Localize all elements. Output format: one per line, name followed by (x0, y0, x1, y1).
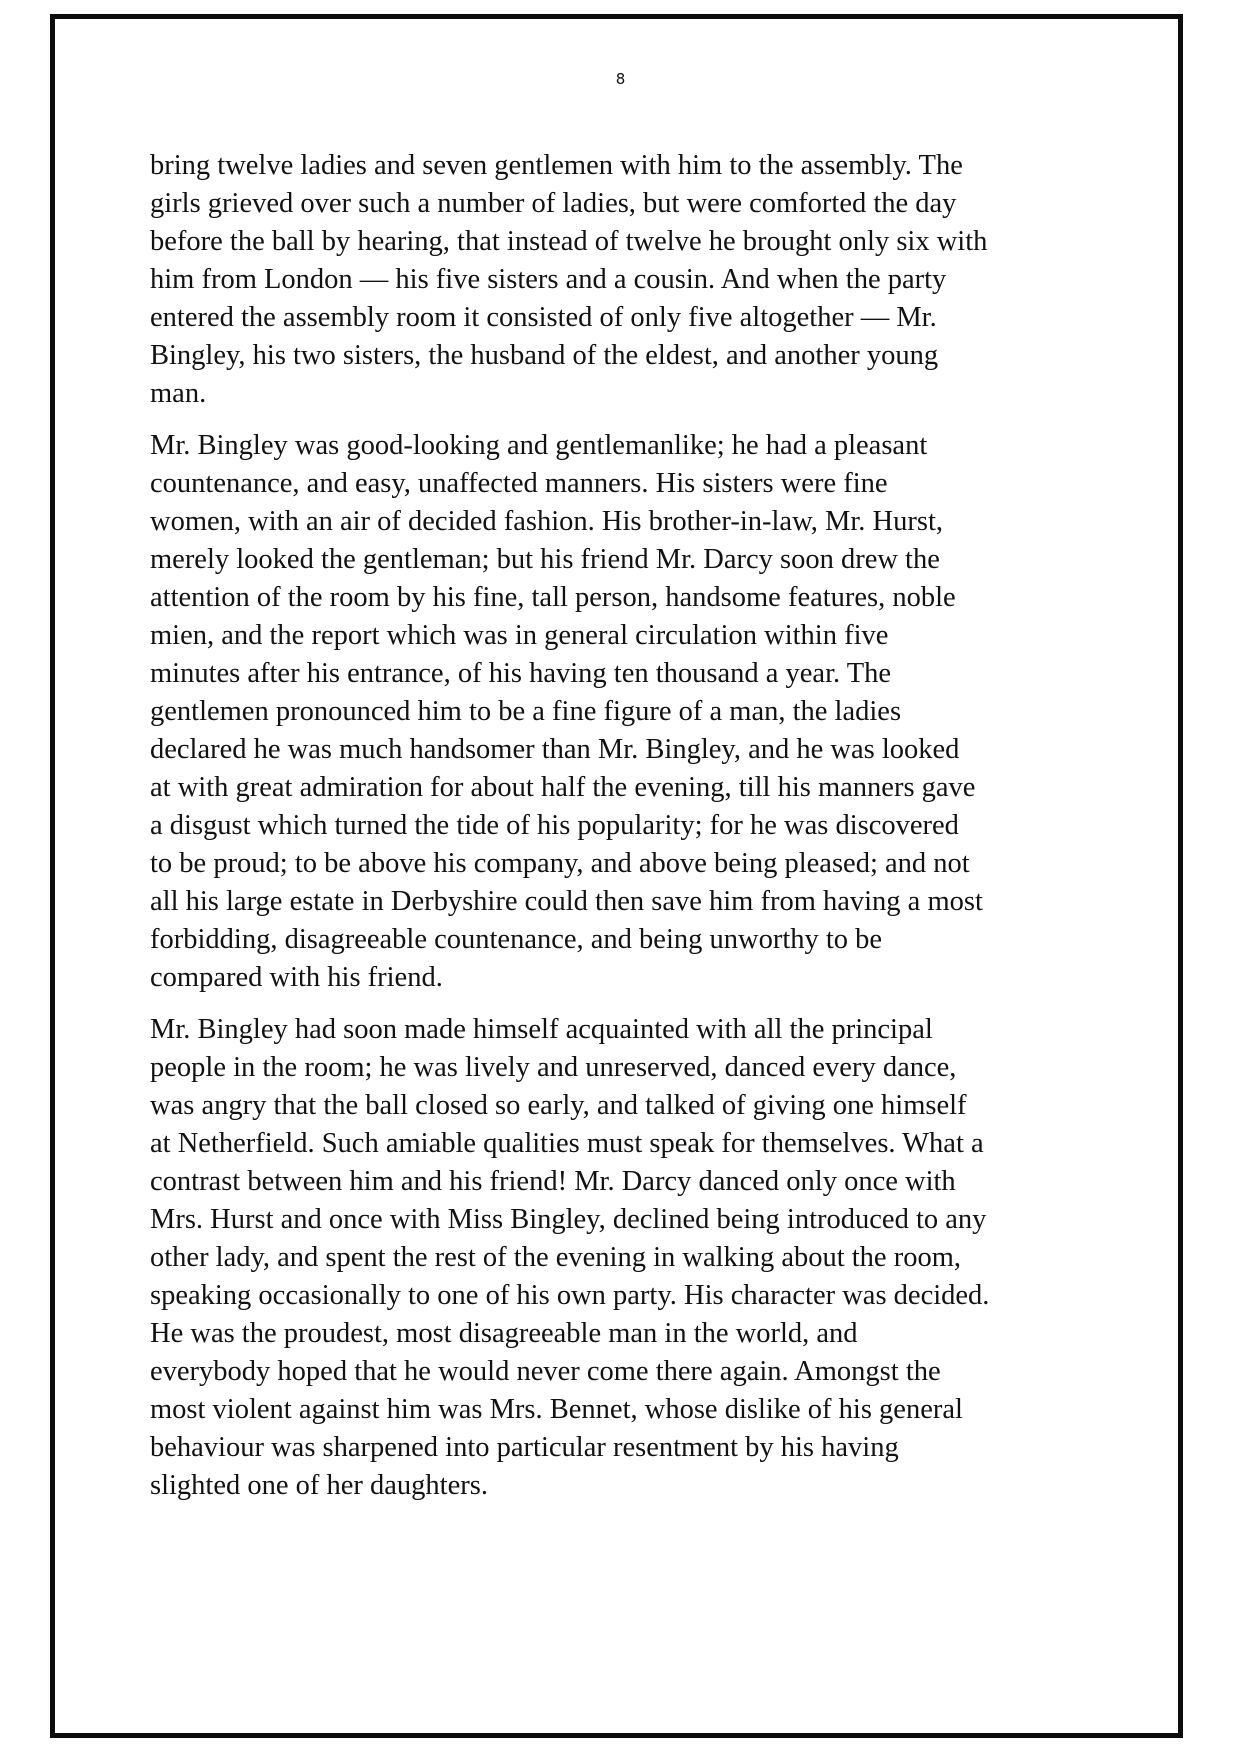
text-line: him from London — his five sisters and a cousin. And when the party (150, 264, 947, 295)
text-line: merely looked the gentleman; but his friend Mr. Darcy soon drew the (150, 544, 940, 575)
text-line: man. (150, 378, 207, 409)
text-line: minutes after his entrance, of his having ten thousand a year. The (150, 658, 892, 689)
text-line: entered the assembly room it consisted of only five altogether — Mr. (150, 302, 937, 333)
text-line: to be proud; to be above his company, and above being pleased; and not (150, 848, 970, 879)
text-line: Mrs. Hurst and once with Miss Bingley, declined being introduced to any (150, 1204, 987, 1235)
text-line: declared he was much handsomer than Mr. Bingley, and he was looked (150, 734, 960, 765)
text-line: was angry that the ball closed so early, and talked of giving one himself (150, 1090, 967, 1121)
text-line: girls grieved over such a number of ladies, but were comforted the day (150, 188, 957, 219)
text-line: at with great admiration for about half the evening, till his manners gave (150, 772, 976, 803)
text-line: speaking occasionally to one of his own party. His character was decided. (150, 1280, 990, 1311)
page-number: 8 (615, 70, 626, 88)
text-line: forbidding, disagreeable countenance, and being unworthy to be (150, 924, 883, 955)
text-line: contrast between him and his friend! Mr. Darcy danced only once with (150, 1166, 956, 1197)
text-line: slighted one of her daughters. (150, 1470, 488, 1501)
text-line: He was the proudest, most disagreeable man in the world, and (150, 1318, 858, 1349)
text-line: mien, and the report which was in general circulation within five (150, 620, 889, 651)
text-line: Bingley, his two sisters, the husband of the eldest, and another young (150, 340, 939, 371)
text-line: Mr. Bingley had soon made himself acquainted with all the principal (150, 1014, 933, 1045)
paragraph-2 (150, 427, 1100, 997)
text-line: all his large estate in Derbyshire could then save him from having a most (150, 886, 983, 917)
text-line: most violent against him was Mrs. Bennet, whose dislike of his general (150, 1394, 963, 1425)
text-line: everybody hoped that he would never come there again. Amongst the (150, 1356, 941, 1387)
text-line: women, with an air of decided fashion. His brother-in-law, Mr. Hurst, (150, 506, 944, 537)
paragraph-1 (150, 147, 1100, 413)
text-line: at Netherfield. Such amiable qualities must speak for themselves. What a (150, 1128, 984, 1159)
text-line: compared with his friend. (150, 962, 443, 993)
text-line: Mr. Bingley was good-looking and gentlemanlike; he had a pleasant (150, 430, 928, 461)
text-line: gentlemen pronounced him to be a fine figure of a man, the ladies (150, 696, 902, 727)
text-line: people in the room; he was lively and unreserved, danced every dance, (150, 1052, 957, 1083)
text-line: a disgust which turned the tide of his popularity; for he was discovered (150, 810, 959, 841)
text-line: other lady, and spent the rest of the evening in walking about the room, (150, 1242, 961, 1273)
text-line: behaviour was sharpened into particular resentment by his having (150, 1432, 899, 1463)
text-line: before the ball by hearing, that instead of twelve he brought only six with (150, 226, 988, 257)
paragraph-3 (150, 1011, 1100, 1505)
text-line: bring twelve ladies and seven gentlemen with him to the assembly. The (150, 150, 963, 181)
body-text (150, 147, 1100, 1519)
text-line: countenance, and easy, unaffected manners. His sisters were fine (150, 468, 888, 499)
text-line: attention of the room by his fine, tall person, handsome features, noble (150, 582, 956, 613)
